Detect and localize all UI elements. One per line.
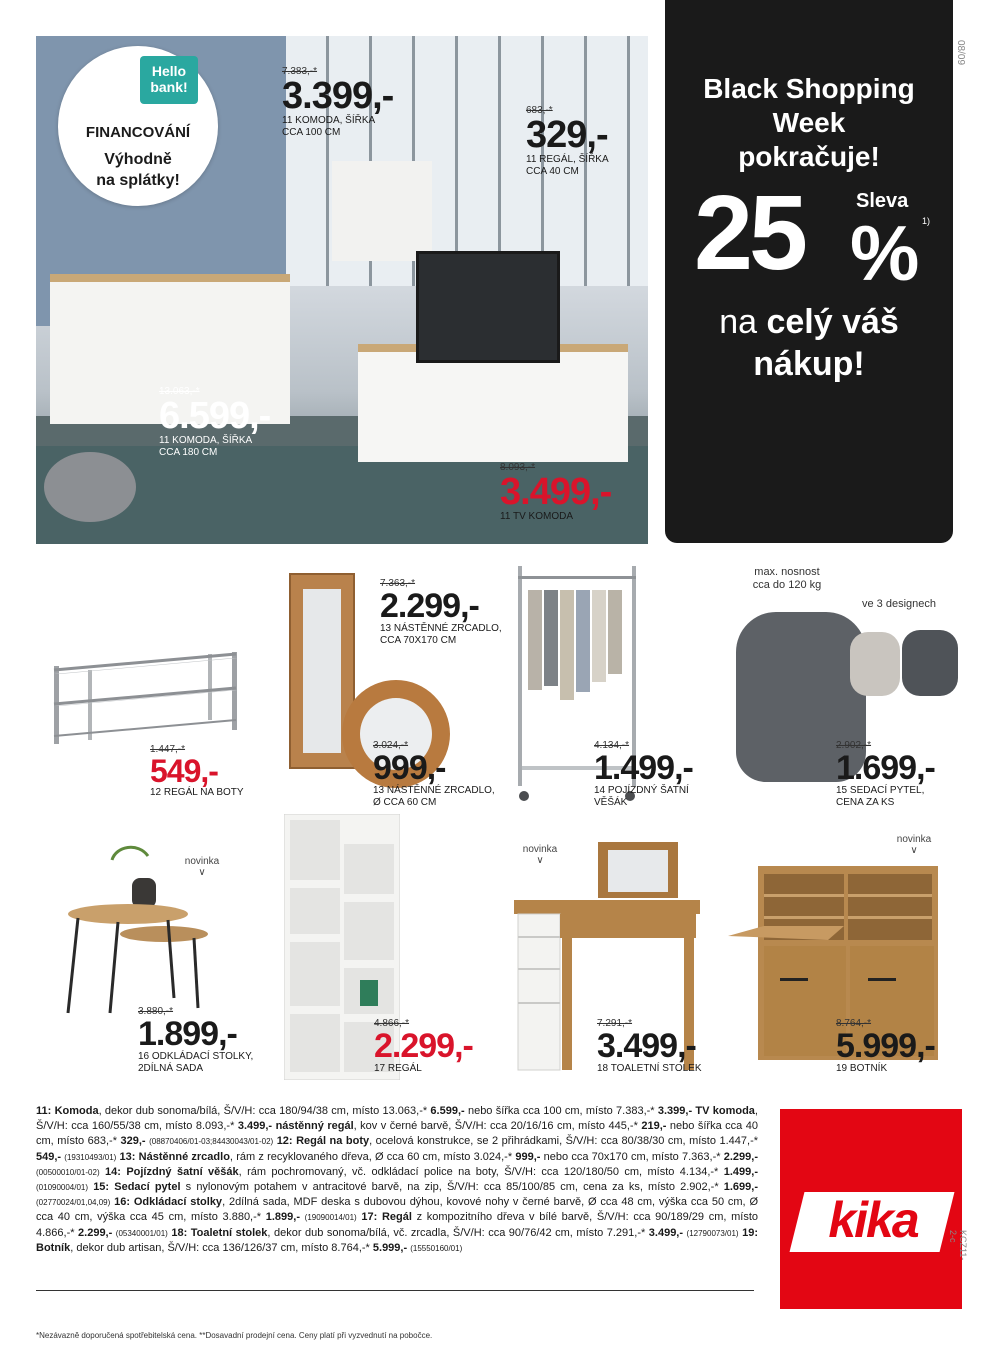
product-desc: 11 REGÁL, ŠÍŘKA bbox=[526, 154, 609, 165]
chevron-down-icon: ∨ bbox=[198, 867, 206, 878]
old-price: 4.866,-* bbox=[374, 1018, 410, 1029]
detail-text: z kompozitního dřeva v bílé barvě, Š/V/H: cca 90/189/29 cm, místo 4.866,-* bbox=[36, 1211, 758, 1239]
old-price: 4.134,-* bbox=[594, 740, 630, 751]
product-13b[interactable] bbox=[373, 740, 495, 809]
promo-heading-2: Week bbox=[772, 107, 846, 138]
max-load-line-2: cca do 120 kg bbox=[752, 579, 822, 591]
old-price: 8.764,-* bbox=[836, 1018, 872, 1029]
detail-code: (01090004/01) bbox=[36, 1183, 89, 1193]
detail-bold: 329,- bbox=[120, 1135, 146, 1148]
hello-bank-logo: Hello bank! bbox=[140, 56, 198, 104]
max-load-note bbox=[742, 566, 832, 592]
financing-line-1: Výhodně bbox=[104, 151, 172, 168]
bean-bag-design-1 bbox=[850, 632, 900, 696]
product-desc: CCA 40 CM bbox=[526, 166, 579, 177]
price: 3.399,- bbox=[282, 75, 394, 117]
detail-text: , 2dílná sada, MDF deska s dubovou dýhou, kovové nohy v černé barvě, Ø cca 48 cm, výška cca 50 cm, Ø cca 40 cm, výška cca 45 cm, místo 3.880,-* bbox=[36, 1196, 759, 1224]
product-desc: 11 TV KOMODA bbox=[500, 511, 573, 522]
detail-bold: 3.399,- TV komoda bbox=[657, 1105, 755, 1117]
novinka-text: novinka bbox=[184, 856, 220, 867]
product-desc: 14 POJÍZDNÝ ŠATNÍ bbox=[594, 785, 689, 796]
product-desc: CENA ZA KS bbox=[836, 797, 895, 808]
detail-text: s nylonovým potahem v antracitové barvě, na zip, Š/V/H: cca 85/100/85 cm, cena za ks, místo 2.902,-* bbox=[180, 1181, 724, 1194]
old-price: 3.024,-* bbox=[373, 740, 409, 751]
old-price: 13.063,-* bbox=[159, 386, 200, 397]
detail-code: (08870406/01-03;84430043/01-02) bbox=[149, 1137, 274, 1147]
promo-sub-1b: celý váš bbox=[766, 303, 899, 341]
price: 3.499,- bbox=[597, 1027, 696, 1065]
product-17[interactable] bbox=[374, 1018, 473, 1075]
old-price: 2.902,-* bbox=[836, 740, 872, 751]
price: 549,- bbox=[150, 753, 218, 789]
detail-bold: 1.699,- bbox=[723, 1181, 758, 1194]
designs-note: ve 3 designech bbox=[862, 598, 936, 610]
promo-sub-1a: na bbox=[719, 303, 767, 341]
product-desc: 13 NÁSTĚNNÉ ZRCADLO, bbox=[373, 785, 495, 796]
old-price: 7.363,-* bbox=[380, 578, 416, 589]
detail-text: , dekor dub sonoma/bílá, vč. zrcadla, Š/V/H: cca 90/76/42 cm, místo 7.291,-* bbox=[267, 1226, 649, 1239]
detail-bold: 1.899,- bbox=[265, 1211, 300, 1224]
detail-code: (19310493/01) bbox=[64, 1152, 117, 1162]
detail-code: (19090014/01) bbox=[304, 1213, 357, 1223]
detail-bold: 219,- bbox=[641, 1120, 667, 1133]
detail-bold: 5.999,- bbox=[372, 1241, 408, 1254]
price: 999,- bbox=[373, 749, 446, 787]
detail-text: nebo cca 70x170 cm, místo 7.363,-* bbox=[540, 1150, 724, 1163]
promo-footnote-mark: 1) bbox=[922, 216, 931, 226]
detail-code: (05340001/01) bbox=[115, 1228, 168, 1238]
offer-tv-komoda[interactable] bbox=[500, 462, 611, 523]
product-12[interactable] bbox=[150, 744, 244, 799]
product-19[interactable] bbox=[836, 1018, 935, 1075]
old-price: 3.880,-* bbox=[138, 1006, 174, 1017]
detail-bold: 999,- bbox=[515, 1150, 541, 1163]
old-price: 7.383,-* bbox=[282, 66, 318, 77]
detail-bold: 19: Botník bbox=[36, 1226, 758, 1254]
kika-logo-text: kika bbox=[828, 1192, 918, 1248]
price: 329,- bbox=[526, 114, 608, 156]
detail-bold: 16: Odkládací stolky bbox=[110, 1196, 223, 1209]
detail-bold: 3.499,- nástěnný regál bbox=[237, 1120, 354, 1133]
tv-image bbox=[416, 251, 560, 363]
detail-bold: 2.299,- bbox=[723, 1150, 758, 1163]
old-price: 683,-* bbox=[526, 105, 553, 116]
price: 6.599,- bbox=[159, 395, 271, 437]
product-desc: 18 TOALETNÍ STOLEK bbox=[597, 1063, 702, 1074]
novinka-text: novinka bbox=[522, 844, 558, 855]
product-desc: Ø CCA 60 CM bbox=[373, 797, 437, 808]
price: 1.699,- bbox=[836, 749, 935, 787]
detail-text: , rám pochromovaný, vč. odkládací police na boty, Š/V/H: cca 120/180/50 cm, místo 4.134,-* bbox=[238, 1165, 724, 1178]
detail-bold: 11: Komoda bbox=[36, 1105, 99, 1117]
product-16[interactable] bbox=[138, 1006, 253, 1075]
side-tables-image bbox=[58, 838, 208, 1016]
pouf-image bbox=[44, 452, 136, 522]
price: 1.499,- bbox=[594, 749, 693, 787]
price: 2.299,- bbox=[380, 587, 479, 625]
detail-code: (00500010/01-02) bbox=[36, 1167, 100, 1177]
product-14[interactable] bbox=[594, 740, 693, 809]
promo-heading-1: Black Shopping bbox=[703, 73, 915, 104]
promo-sleva-label: Sleva bbox=[856, 190, 909, 212]
novinka-label-19 bbox=[888, 834, 940, 856]
detail-bold: 3.499,- bbox=[648, 1226, 684, 1239]
detail-bold: 549,- bbox=[36, 1150, 62, 1163]
detail-code: (15550160/01) bbox=[410, 1243, 463, 1253]
offer-komoda-100[interactable] bbox=[282, 66, 393, 139]
price: 1.899,- bbox=[138, 1015, 237, 1053]
product-13a[interactable] bbox=[380, 578, 502, 647]
detail-bold: 1.499,- bbox=[723, 1165, 758, 1178]
old-price: 1.447,-* bbox=[150, 744, 186, 755]
promo-heading-3: pokračuje! bbox=[738, 141, 880, 172]
product-desc: 11 KOMODA, ŠÍŘKA bbox=[282, 115, 376, 126]
detail-code: (12790073/01) bbox=[686, 1228, 739, 1238]
promo-sub-2: nákup! bbox=[753, 345, 865, 383]
dresser-image bbox=[332, 161, 432, 261]
product-desc: 17 REGÁL bbox=[374, 1063, 422, 1074]
footnote: *Nezávazně doporučená spotřebitelská cena. **Dosavadní prodejní cena. Ceny platí při vyzvednutí na pobočce. bbox=[36, 1331, 433, 1340]
detail-bold: 6.599,- bbox=[430, 1105, 465, 1117]
chevron-down-icon: ∨ bbox=[536, 855, 544, 866]
offer-komoda-180[interactable] bbox=[159, 386, 270, 459]
product-desc: 2DÍLNÁ SADA bbox=[138, 1063, 204, 1074]
promo-discount-number: 25 bbox=[694, 174, 804, 292]
detail-bold: 12: Regál na boty bbox=[273, 1135, 370, 1148]
old-price: 8.093,-* bbox=[500, 462, 536, 473]
detail-bold: 14: Pojízdný šatní věšák bbox=[99, 1165, 239, 1178]
product-desc: VĚŠÁK bbox=[594, 797, 628, 808]
product-desc: 16 ODKLÁDACÍ STOLKY, bbox=[138, 1051, 254, 1062]
detail-code: (02770024/01,04,09) bbox=[36, 1198, 111, 1208]
product-desc: 12 REGÁL NA BOTY bbox=[150, 787, 244, 798]
promo-percent-sign: % bbox=[850, 209, 920, 297]
max-load-line-1: max. nosnost bbox=[754, 566, 820, 578]
novinka-text: novinka bbox=[896, 834, 932, 845]
side-date: 08/09 bbox=[955, 40, 966, 66]
detail-text: nebo šířka cca 40 cm, místo 683,-* bbox=[36, 1120, 758, 1148]
financing-title: FINANCOVÁNÍ bbox=[85, 124, 191, 141]
detail-text: , rám z recyklovaného dřeva, Ø cca 60 cm, místo 3.024,-* bbox=[229, 1150, 516, 1163]
divider-line bbox=[36, 1290, 754, 1291]
product-desc: 11 KOMODA, ŠÍŘKA bbox=[159, 435, 253, 446]
detail-bold: 17: Regál bbox=[356, 1211, 412, 1224]
price: 2.299,- bbox=[374, 1027, 473, 1065]
detail-text: , Š/V/H: cca 160/55/38 cm, místo 8.093,-* bbox=[36, 1105, 758, 1133]
detail-text: , ocelová konstrukce, se 2 přihrádkami, Š/V/H: cca 80/38/30 cm, místo 1.447,-* bbox=[369, 1135, 759, 1148]
product-desc: CCA 70X170 CM bbox=[380, 635, 457, 646]
shoe-rack-image bbox=[48, 646, 243, 746]
product-desc: CCA 180 CM bbox=[159, 447, 218, 458]
detail-text: , kov v černé barvě, Š/V/H: cca 20/16/16 cm, místo 445,-* bbox=[353, 1120, 642, 1133]
product-desc: 13 NÁSTĚNNÉ ZRCADLO, bbox=[380, 623, 502, 634]
product-desc: 19 BOTNÍK bbox=[836, 1063, 888, 1074]
price: 3.499,- bbox=[500, 471, 612, 513]
product-15[interactable] bbox=[836, 740, 935, 809]
catalog-code: KCZ11-2-c bbox=[948, 1230, 968, 1261]
chevron-down-icon: ∨ bbox=[910, 845, 918, 856]
detail-bold: 2.299,- bbox=[78, 1226, 113, 1239]
product-desc: 15 SEDACÍ PYTEL, bbox=[836, 785, 925, 796]
detail-bold: 15: Sedací pytel bbox=[88, 1181, 181, 1194]
detail-bold: 18: Toaletní stolek bbox=[167, 1226, 268, 1239]
product-18[interactable] bbox=[597, 1018, 702, 1075]
financing-line-2: na splátky! bbox=[96, 172, 180, 189]
offer-regal-40[interactable] bbox=[526, 105, 609, 178]
detail-text: , dekor dub artisan, Š/V/H: cca 136/126/37 cm, místo 8.764,-* bbox=[70, 1241, 373, 1254]
product-details-text bbox=[36, 1104, 758, 1256]
price: 5.999,- bbox=[836, 1027, 935, 1065]
bean-bag-design-2 bbox=[902, 630, 958, 696]
old-price: 7.291,-* bbox=[597, 1018, 633, 1029]
product-desc: CCA 100 CM bbox=[282, 127, 341, 138]
detail-bold: 13: Nástěnné zrcadlo bbox=[116, 1150, 230, 1163]
promo-sub-1 bbox=[665, 302, 953, 342]
detail-text: , dekor dub sonoma/bílá, Š/V/H: cca 180/94/38 cm, místo 13.063,-* bbox=[98, 1105, 431, 1117]
detail-text: nebo šířka cca 100 cm, místo 7.383,-* bbox=[464, 1105, 658, 1117]
